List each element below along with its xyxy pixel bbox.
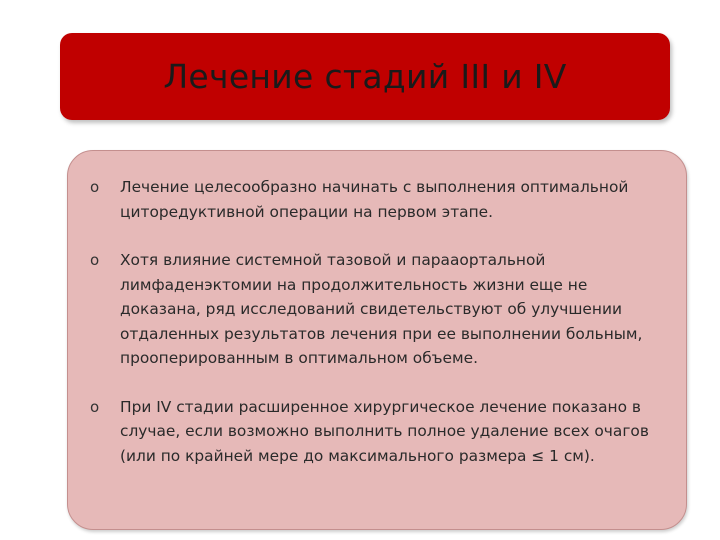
bullet-text: Хотя влияние (120, 251, 236, 269)
bullet-item (90, 175, 670, 224)
bullet-marker-icon: o (90, 397, 100, 416)
content-panel (67, 150, 687, 530)
bullet-text-emphasis: системной тазовой и парааортальной лимфаденэктомии (120, 251, 546, 294)
bullet-item (90, 248, 670, 371)
slide-title: Лечение стадий III и IV (163, 57, 567, 96)
bullet-list (90, 175, 670, 492)
bullet-text: Лечение целесообразно начинать с выполнения (120, 178, 521, 196)
bullet-text: При IV стадии расширенное хирургическое лечение показано в случае, если возможно выполнить полное удаление всех очагов (или по крайней мере до максимального размера ≤ 1 см). (120, 397, 649, 465)
bullet-item (90, 395, 670, 469)
title-banner (60, 33, 670, 120)
bullet-marker-icon: o (90, 178, 100, 196)
bullet-marker-icon: o (90, 251, 100, 269)
bullet-text: на продолжительность жизни еще не доказана, ряд исследований свидетельствуют об улучшении отдаленных результатов лечения при ее выполнении больным, прооперированным в оптимальном объеме. (120, 275, 643, 367)
bullet-text-emphasis: оптимальной циторедуктивной операции (120, 178, 629, 221)
bullet-text: на первом этапе. (348, 202, 494, 221)
